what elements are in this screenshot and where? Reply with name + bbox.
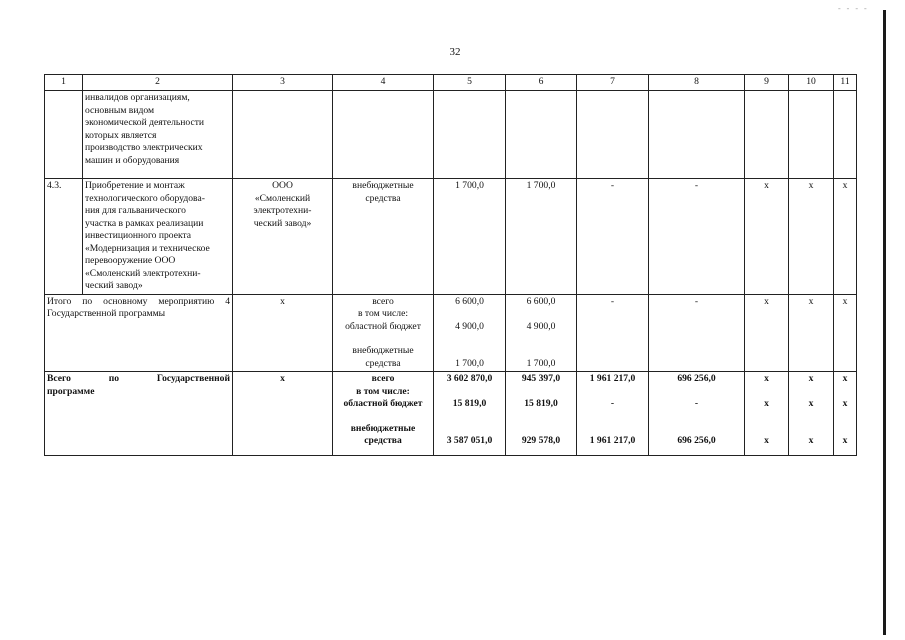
text-line: экономической деятельности bbox=[85, 117, 205, 128]
value-cell-6 bbox=[506, 294, 577, 372]
value-total: х bbox=[842, 373, 848, 384]
text-line: машин и оборудования bbox=[85, 154, 180, 166]
value-cell-10: х bbox=[789, 179, 834, 295]
text-line: электротехни- bbox=[253, 205, 312, 216]
text-line: в том числе: bbox=[356, 385, 410, 397]
scan-edge-rule bbox=[883, 10, 886, 635]
text-word: Всего bbox=[47, 373, 71, 384]
value-regional: х bbox=[842, 398, 848, 409]
value-cell-8: - bbox=[649, 179, 745, 295]
column-header: 11 bbox=[834, 75, 857, 91]
text-line: ООО bbox=[272, 180, 293, 191]
value-extrabudget: 929 578,0 bbox=[521, 435, 561, 446]
text-line: всего bbox=[371, 373, 395, 384]
grand-total-label-cell bbox=[45, 372, 233, 456]
value-cell-6: 1 700,0 bbox=[506, 179, 577, 295]
item-number: 4.3. bbox=[45, 179, 83, 295]
text-line: областной бюджет bbox=[345, 320, 421, 332]
value-regional: 4 900,0 bbox=[455, 320, 484, 332]
value-regional: - bbox=[694, 398, 699, 409]
text-line: перевооружение ООО bbox=[85, 255, 176, 266]
value-total: 6 600,0 bbox=[455, 295, 484, 307]
value-regional: 15 819,0 bbox=[452, 398, 487, 409]
table-row-continuation bbox=[45, 91, 857, 179]
value-extrabudget: 1 961 217,0 bbox=[589, 435, 636, 446]
funding-source-cell bbox=[333, 294, 434, 372]
text-line: «Модернизация и техническое bbox=[85, 242, 210, 254]
text-line: «Смоленский электротехни- bbox=[85, 267, 201, 279]
text-line: инвалидов организациям, bbox=[85, 92, 190, 103]
value-total: 1 961 217,0 bbox=[589, 373, 636, 384]
value-cell-5 bbox=[434, 372, 506, 456]
value-extrabudget: х bbox=[808, 435, 814, 446]
column-header: 2 bbox=[83, 75, 233, 91]
value-cell-7: - bbox=[577, 179, 649, 295]
text-line: Приобретение и монтаж bbox=[85, 180, 185, 191]
text-line: основным видом bbox=[85, 104, 155, 116]
text-line: внебюджетные bbox=[352, 180, 414, 191]
value-cell-5: 1 700,0 bbox=[434, 179, 506, 295]
text-line: в том числе: bbox=[357, 308, 408, 319]
text-line: средства bbox=[365, 192, 401, 204]
value-regional: х bbox=[808, 398, 814, 409]
value-regional: - bbox=[610, 398, 615, 409]
value-regional: 15 819,0 bbox=[524, 398, 558, 409]
value-cell-11 bbox=[834, 372, 857, 456]
text-line: технологического оборудова- bbox=[85, 192, 205, 204]
value-cell-6 bbox=[506, 372, 577, 456]
value-total: 3 602 870,0 bbox=[446, 373, 493, 384]
value-total: 6 600,0 bbox=[526, 295, 556, 307]
text-line: ческий завод» bbox=[253, 217, 312, 229]
value-cell-7 bbox=[577, 372, 649, 456]
text-line: ческий завод» bbox=[85, 280, 143, 291]
table-row-total-activity-4 bbox=[45, 294, 857, 372]
activity-name-cell bbox=[83, 179, 233, 295]
column-header: 1 bbox=[45, 75, 83, 91]
value-extrabudget: х bbox=[764, 435, 769, 446]
text-line: средства bbox=[364, 435, 402, 446]
column-header: 9 bbox=[745, 75, 789, 91]
activity-name-cell bbox=[83, 91, 233, 179]
funding-source-cell bbox=[333, 372, 434, 456]
text-line: внебюджетные bbox=[352, 345, 414, 356]
value-extrabudget: 3 587 051,0 bbox=[446, 435, 493, 446]
text-line: инвестиционного проекта bbox=[85, 230, 192, 241]
funding-source-cell bbox=[333, 179, 434, 295]
value-extrabudget: 696 256,0 bbox=[677, 435, 716, 446]
value-cell-9: х bbox=[745, 294, 789, 372]
value-regional: 4 900,0 bbox=[526, 320, 556, 332]
text-line: участка в рамках реализации bbox=[85, 217, 204, 229]
text-word: Государственной bbox=[156, 373, 230, 384]
text-word: программе bbox=[47, 385, 95, 397]
value-extrabudget: 1 700,0 bbox=[455, 357, 484, 369]
value-cell-9 bbox=[745, 372, 789, 456]
value-cell-11: х bbox=[834, 179, 857, 295]
total-label-cell: Итого по основному мероприятию 4 Государственной программы bbox=[45, 294, 233, 372]
text-line: ния для гальванического bbox=[85, 205, 186, 216]
value-total: 696 256,0 bbox=[677, 373, 716, 384]
value-regional: х bbox=[764, 398, 769, 409]
value-total: х bbox=[764, 373, 769, 384]
text-line: которых является bbox=[85, 129, 157, 141]
table-row-grand-total bbox=[45, 372, 857, 456]
value-total: 945 397,0 bbox=[521, 373, 561, 384]
value-cell-11: х bbox=[834, 294, 857, 372]
column-header: 4 bbox=[333, 75, 434, 91]
table-row-4-3 bbox=[45, 179, 857, 295]
value-cell-10 bbox=[789, 372, 834, 456]
executor-cell bbox=[233, 179, 333, 295]
value-cell-8 bbox=[649, 372, 745, 456]
executor-cell: х bbox=[233, 372, 333, 456]
text-line: внебюджетные bbox=[350, 422, 416, 434]
column-header: 8 bbox=[649, 75, 745, 91]
text-word: по bbox=[108, 373, 120, 384]
page-number: 32 bbox=[449, 46, 461, 58]
value-extrabudget: х bbox=[842, 435, 848, 446]
text-line: производство электрических bbox=[85, 142, 203, 153]
value-cell-5 bbox=[434, 294, 506, 372]
column-header: 10 bbox=[789, 75, 834, 91]
program-table bbox=[44, 74, 857, 456]
column-header: 5 bbox=[434, 75, 506, 91]
column-header: 3 bbox=[233, 75, 333, 91]
scan-marks: - - - - bbox=[838, 4, 869, 13]
text-line: областной бюджет bbox=[343, 398, 423, 409]
column-header: 7 bbox=[577, 75, 649, 91]
value-total: х bbox=[808, 373, 814, 384]
value-cell-7: - bbox=[577, 294, 649, 372]
executor-cell: х bbox=[233, 294, 333, 372]
text-line: средства bbox=[365, 357, 401, 369]
value-cell-10: х bbox=[789, 294, 834, 372]
column-number-row bbox=[45, 75, 857, 91]
value-cell-8: - bbox=[649, 294, 745, 372]
text-line: всего bbox=[372, 295, 394, 307]
value-extrabudget: 1 700,0 bbox=[526, 357, 556, 369]
column-header: 6 bbox=[506, 75, 577, 91]
value-cell-9: х bbox=[745, 179, 789, 295]
text-line: «Смоленский bbox=[254, 192, 311, 204]
